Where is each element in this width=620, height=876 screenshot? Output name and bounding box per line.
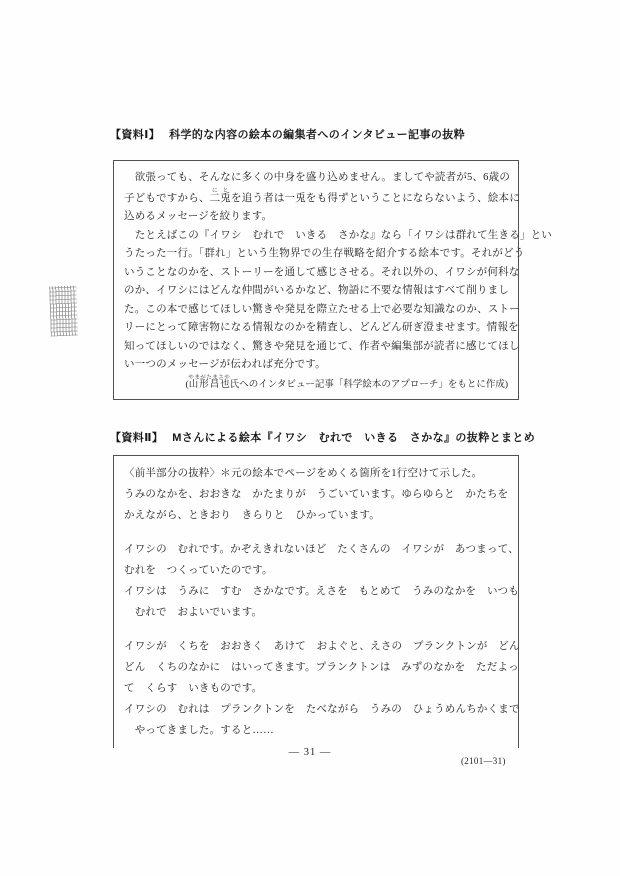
ruby-nito: 二兎にと	[209, 187, 232, 204]
page-turn-spacer	[124, 623, 510, 636]
margin-stamp-mark	[49, 286, 78, 337]
text-line: リーにとって障害物になる情報なのかを精査し、どんどん研ぎ澄ませます。情報を	[124, 322, 519, 333]
text-line: 欲張っても、そんなに多くの中身を盛り込めません。ましてや読者が5、6歳の	[124, 172, 511, 183]
ruby-yamagata-masaya: 山形昌也やまがたまさや	[188, 374, 231, 390]
text-line: どん くちのなかに はいってきます。プランクトンは みずのなかを ただよっ	[124, 662, 519, 673]
text-line: イワシは うみに すむ さかなです。えさを もとめて うみのなかを いつも	[124, 586, 520, 597]
shiryo1-label: 【資料Ⅰ】	[110, 129, 161, 141]
shiryo1-heading	[110, 126, 465, 142]
text-line: やってきました。すると……	[124, 725, 274, 736]
shiryo2-excerpt-box	[113, 455, 519, 748]
text-line: イワシの むれは プランクトンを たべながら うみの ひょうめんちかくまで	[124, 704, 520, 715]
text-line: イワシが くちを おおきく あけて およぐと、えさの プランクトンが どん	[124, 641, 520, 652]
shiryo2-title: Mさんによる絵本『イワシ むれで いきる さかな』の抜粋とまとめ	[172, 432, 536, 444]
shiryo1-title: 科学的な内容の絵本の編集者へのインタビュー記事の抜粋	[169, 129, 466, 141]
text-line: うたった一行。「群れ」という生物界での生存戦略を紹介する絵本です。それがどう	[124, 248, 525, 259]
text-line: いうことなのかを、ストーリーを通して感じさせる。それ以外の、イワシが何科な	[124, 266, 520, 278]
text-line: 込めるメッセージを絞ります。	[124, 211, 273, 222]
text-line: うみのなかを、おおきな かたまりが うごいています。ゆらゆらと かたちを	[124, 489, 509, 500]
text-line: て くらす いきものです。	[124, 683, 263, 694]
footer-page-number: — 31 —	[288, 747, 332, 758]
text-line: むれを つくっていたのです。	[124, 565, 273, 576]
text-line: かえながら、ときおり きらりと ひかっています。	[124, 510, 380, 521]
shiryo2-heading	[110, 429, 535, 445]
text-line: 〈前半部分の抜粋〉＊元の絵本でページをめくる箇所を1行空けて示した。	[124, 468, 483, 479]
footer-code: (2101—31)	[461, 756, 506, 766]
text-line: 知ってほしいのではなく、驚きや発見を通じて、作者や編集部が読者に感じてほし	[124, 340, 520, 352]
text-line: たとえばこの『イワシ むれで いきる さかな』なら「イワシは群れて生きる」とい	[124, 229, 552, 241]
attribution-line: (山形昌也やまがたまさや氏へのインタビュー記事「科学絵本のアプローチ」をもとに作成)	[185, 374, 508, 390]
text-line: のか、イワシにはどんな仲間がいるかなど、物語に不要な情報はすべて削りまし	[124, 285, 509, 296]
text-line: イワシの むれです。かぞえきれないほど たくさんの イワシが あつまって、	[124, 544, 519, 555]
shiryo1-excerpt-box	[113, 160, 552, 400]
text-line: い一つのメッセージが伝われば充分です。	[124, 359, 326, 370]
page-turn-spacer	[124, 526, 510, 539]
shiryo2-label: 【資料Ⅱ】	[110, 432, 164, 444]
text-line: た。この本で感じてほしい驚きや発見を際立たせる上で必要な知識なのか、ストー	[124, 303, 520, 315]
text-line: 子どもですから、二兎にとを追う者は一兎をも得ずということにならないよう、絵本に	[124, 187, 520, 204]
text-line: むれで およいでいます。	[124, 607, 263, 618]
